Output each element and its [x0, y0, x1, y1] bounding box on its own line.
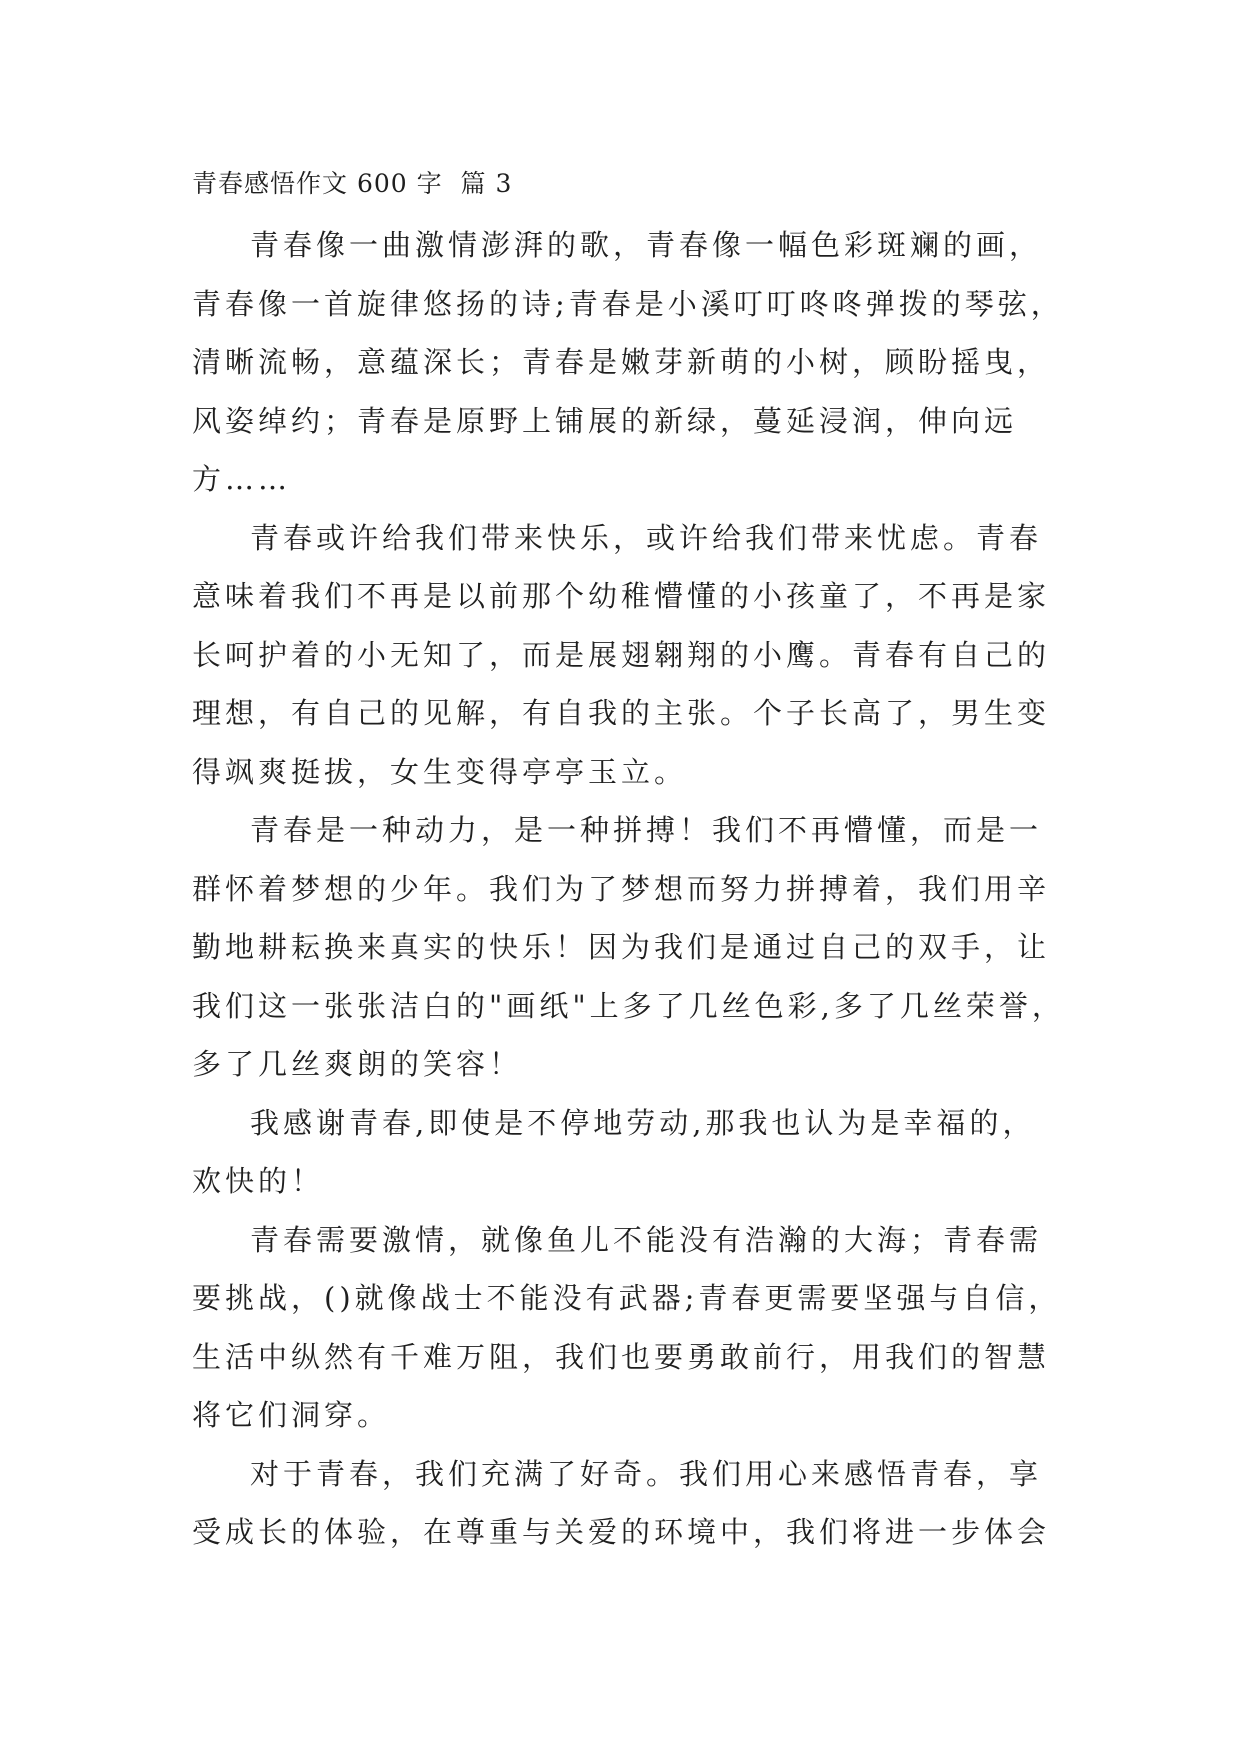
paragraph-5 — [192, 1211, 1092, 1445]
text-line: 勤地耕耘换来真实的快乐！因为我们是通过自己的双手，让 — [192, 930, 1051, 964]
text-line: 我感谢青春,即使是不停地劳动,那我也认为是幸福的， — [250, 1105, 1036, 1140]
text-line: 方…… — [192, 462, 292, 496]
paragraph-4 — [192, 1094, 1092, 1211]
document-body — [192, 164, 1092, 1562]
text-line: 青春像一首旋律悠扬的诗;青春是小溪叮叮咚咚弹拨的琴弦， — [192, 286, 1064, 321]
text-line: 风姿绰约；青春是原野上铺展的新绿，蔓延浸润，伸向远 — [192, 403, 1018, 438]
text-line: 对于青春，我们充满了好奇。我们用心来感悟青春，享 — [250, 1456, 1043, 1491]
text-line: 青春像一曲激情澎湃的歌，青春像一幅色彩斑斓的画， — [250, 228, 1043, 262]
text-line: 多了几丝爽朗的笑容！ — [192, 1047, 523, 1081]
text-line: 青春是一种动力，是一种拼搏！我们不再懵懂，而是一 — [250, 813, 1043, 847]
document-title: 青春感悟作文 600 字 篇 3 — [192, 169, 513, 198]
text-line: 生活中纵然有千难万阻，我们也要勇敢前行，用我们的智慧 — [192, 1339, 1051, 1374]
text-line: 群怀着梦想的少年。我们为了梦想而努力拼搏着，我们用辛 — [192, 871, 1051, 906]
text-line: 欢快的！ — [192, 1164, 325, 1198]
paragraph-2 — [192, 509, 1092, 802]
text-line: 意味着我们不再是以前那个幼稚懵懂的小孩童了，不再是家 — [192, 579, 1051, 613]
paragraph-3 — [192, 801, 1092, 1094]
paragraph-6 — [192, 1445, 1092, 1562]
text-line: 将它们洞穿。 — [192, 1398, 391, 1432]
text-line: 清晰流畅，意蕴深长；青春是嫩芽新萌的小树，顾盼摇曳， — [192, 345, 1051, 379]
text-line: 我们这一张张洁白的"画纸"上多了几丝色彩,多了几丝荣誉， — [192, 988, 1065, 1023]
text-line: 长呵护着的小无知了，而是展翅翱翔的小鹰。青春有自己的 — [192, 637, 1051, 672]
paragraph-1 — [192, 216, 1092, 509]
text-line: 青春或许给我们带来快乐，或许给我们带来忧虑。青春 — [250, 520, 1043, 555]
text-line: 得飒爽挺拔，女生变得亭亭玉立。 — [192, 754, 688, 789]
text-line: 受成长的体验，在尊重与关爱的环境中，我们将进一步体会 — [192, 1515, 1051, 1549]
text-line: 理想，有自己的见解，有自我的主张。个子长高了，男生变 — [192, 696, 1051, 730]
text-line: 要挑战，()就像战士不能没有武器;青春更需要坚强与自信， — [192, 1281, 1062, 1315]
text-line: 青春需要激情，就像鱼儿不能没有浩瀚的大海；青春需 — [250, 1222, 1043, 1257]
